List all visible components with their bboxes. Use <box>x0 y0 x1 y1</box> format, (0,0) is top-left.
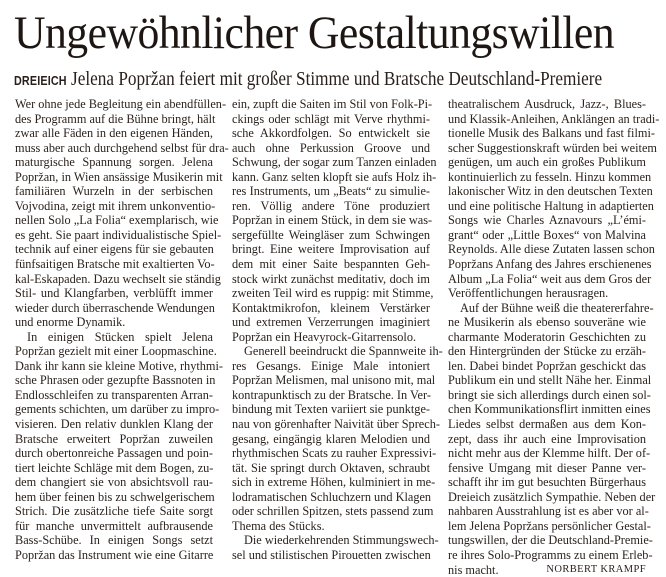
text-line: und Klassik-Anleihen, Anklängen an tradi- <box>448 112 646 127</box>
text-line: theatralischem Ausdruck, Jazz-, Blues- <box>448 97 646 112</box>
closing-line <box>448 563 646 577</box>
text-line: gements schichten, um darüber zu impro- <box>15 402 213 417</box>
text-line: sich in extreme Höhen, kulminiert in me- <box>232 475 430 490</box>
text-line: kal-Eskapaden. Dazu wechselt sie ständig <box>15 272 213 287</box>
text-line: rhythmischen Scats zu rauher Expressivi- <box>232 446 430 461</box>
text-line: Popržan ein Heavyrock-Gitarrensolo. <box>232 330 430 345</box>
text-line: Popržan das Instrument wie eine Gitarre <box>15 548 213 563</box>
text-line: Bass-Schübe. In einigen Songs setzt <box>15 533 213 548</box>
subheadline-text: Jelena Popržan feiert mit großer Stimme und Bratsche Deutschland-Premiere <box>71 68 602 90</box>
text-line: Liedes selbst dermaßen aus dem Kon- <box>448 417 646 432</box>
text-line: zept, dass ihr auch eine Improvisation <box>448 432 646 447</box>
text-line: In einigen Stücken spielt Jelena <box>15 330 213 345</box>
text-line: visieren. Den relativ dunklen Klang der <box>15 417 213 432</box>
text-line: Kontaktmikrofon, kleinem Verstärker <box>232 301 430 316</box>
text-line: gesang, eingängig klaren Melodien und <box>232 432 430 447</box>
text-line: lem Jelena Popržans persönlicher Gestal- <box>448 519 646 534</box>
text-line: Schwung, der sogar zum Tanzen einladen <box>232 155 430 170</box>
text-line: ne Musikerin als ebenso souveräne wie <box>448 315 646 330</box>
text-line: sche Phrasen oder gezupfte Bassnoten in <box>15 373 213 388</box>
text-line: oder schrillen Spitzen, stets passend zum <box>232 504 430 519</box>
text-line: res Instruments, um „Beats“ zu simulie- <box>232 184 430 199</box>
subheadline <box>14 68 616 92</box>
text-line: res Gesangs. Einige Male intoniert <box>232 359 430 374</box>
text-line: kann. Ganz selten klopft sie aufs Holz ih- <box>232 170 430 185</box>
text-line: Album „La Folia“ weit aus dem Gros der <box>448 272 646 287</box>
dateline: DREIEICH <box>14 74 67 88</box>
text-line: auch ohne Perkussion Groove und <box>232 141 430 156</box>
text-line: für manche unvermittelt aufbrausende <box>15 519 213 534</box>
text-line: Auf der Bühne weiß die theatererfahre- <box>448 301 646 316</box>
text-line: stock wirkt zunächst meditativ, doch im <box>232 272 430 287</box>
text-line: Dank ihr kann sie kleine Motive, rhythmi- <box>15 359 213 374</box>
text-line: charmante Moderatorin Geschichten zu <box>448 330 646 345</box>
text-line: familiären Wurzeln in der serbischen <box>15 184 213 199</box>
text-line: fünfsaitigen Bratsche mit exaltierten Vo- <box>15 257 213 272</box>
text-line: lodramatischen Schluchzern und Klagen <box>232 490 430 505</box>
text-line: kontrapunktisch zu der Bratsche. In Ver- <box>232 388 430 403</box>
text-line: re ihres Solo-Programms zu einem Erleb- <box>448 548 646 563</box>
text-line: maturgische Spannung sorgen. Jelena <box>15 155 213 170</box>
text-line: tät. Sie springt durch Oktaven, schraubt <box>232 461 430 476</box>
author-byline: NORBERT KRAMPF <box>546 563 646 577</box>
text-line: technik auf einer eigens für sie gebauten <box>15 242 213 257</box>
text-line: Reynolds. Alle diese Zutaten lassen schon <box>448 242 646 257</box>
text-line: tungswillen, der die Deutschland-Premie- <box>448 533 646 548</box>
text-line: muss aber auch durchgehend selbst für dra- <box>15 141 213 156</box>
text-line: Thema des Stücks. <box>232 519 430 534</box>
text-line: fensive Umgang mit dieser Panne ver- <box>448 461 646 476</box>
text-line: Songs wie Charles Aznavours „L’émi- <box>448 213 646 228</box>
text-line: und extremen Verzerrungen imaginiert <box>232 315 430 330</box>
text-line: und enorme Dynamik. <box>15 315 213 330</box>
text-column-1 <box>15 97 213 563</box>
headline: Ungewöhnlicher Gestaltungswillen <box>14 6 619 60</box>
text-line: bindung mit Texten variiert sie punktge- <box>232 402 430 417</box>
text-line: Popržan, in Wien ansässige Musikerin mit <box>15 170 213 185</box>
text-line: nis macht. <box>448 563 499 577</box>
text-line: durch obertonreiche Passagen und poin- <box>15 446 213 461</box>
text-line: Popržans Anfang des Jahres erschienenes <box>448 257 646 272</box>
text-line: scher Suggestionskraft würden bei weitem <box>448 141 646 156</box>
text-line: Popržan gezielt mit einer Loopmaschine. <box>15 344 213 359</box>
text-line: bringt sie sich allerdings durch einen sol- <box>448 388 646 403</box>
text-line: Vojvodina, zeigt mit ihrem unkonventio- <box>15 199 213 214</box>
text-line: bringt. Eine weitere Improvisation auf <box>232 242 430 257</box>
text-line: es geht. Sie paart individualistische Spiel- <box>15 228 213 243</box>
text-line: hem über feinen bis zu schwelgerischem <box>15 490 213 505</box>
text-line: und eine politische Haltung in adaptierten <box>448 199 646 214</box>
text-line: ein, zupft die Saiten im Stil von Folk-Pi- <box>232 97 430 112</box>
text-line: Publikum ein und stellt Nähe her. Einmal <box>448 373 646 388</box>
text-line: schafft ihr im gut besuchten Bürgerhaus <box>448 475 646 490</box>
text-line: genügen, um auch ein großes Publikum <box>448 155 646 170</box>
text-line: Stil- und Klangfarben, verblüfft immer <box>15 286 213 301</box>
text-line: nicht mehr aus der Klemme hilft. Der of- <box>448 446 646 461</box>
text-line: Die wiederkehrenden Stimmungswech- <box>232 533 430 548</box>
text-line: Popržan in einem Stück, in dem sie was- <box>232 213 430 228</box>
text-line: Veröffentlichungen herausragen. <box>448 286 646 301</box>
text-line: tiert leichte Schläge mit dem Bogen, zu- <box>15 461 213 476</box>
text-line: Generell beeindruckt die Spannweite ih- <box>232 344 430 359</box>
text-line: Strich. Die zusätzliche tiefe Saite sorgt <box>15 504 213 519</box>
text-line: nau von görenhafter Naivität über Sprech- <box>232 417 430 432</box>
text-line: sel und stilistischen Pirouetten zwischen <box>232 548 430 563</box>
text-line: nellen Solo „La Folia“ exemplarisch, wie <box>15 213 213 228</box>
text-column-2 <box>232 97 430 563</box>
text-line: Endlosschleifen zu transparenten Arran- <box>15 388 213 403</box>
text-line: Bratsche erweitert Popržan zuweilen <box>15 432 213 447</box>
text-line: sergefüllte Weingläser zum Schwingen <box>232 228 430 243</box>
text-line: ckings oder schlägt mit Verve rhythmi- <box>232 112 430 127</box>
text-line: dem changiert sie von absichtsvoll rau- <box>15 475 213 490</box>
text-line: kontinuierlich zu fesseln. Hinzu kommen <box>448 170 646 185</box>
text-line: zweiten Teil wird es ruppig: mit Stimme, <box>232 286 430 301</box>
text-line: nahbaren Ausstrahlung ist es aber vor al- <box>448 504 646 519</box>
text-line: len. Dabei bindet Popržan geschickt das <box>448 359 646 374</box>
text-line: chen Kommunikationsflirt inmitten eines <box>448 402 646 417</box>
text-line: wieder durch überraschende Wendungen <box>15 301 213 316</box>
text-line: Dreieich zusätzlich Sympathie. Neben der <box>448 490 646 505</box>
text-line: dem mit einer Saite bespannten Geh- <box>232 257 430 272</box>
text-line: Popržan Melismen, mal unisono mit, mal <box>232 373 430 388</box>
text-line: des Programm auf die Bühne bringt, hält <box>15 112 213 127</box>
text-line: zwar alle Fäden in den eigenen Händen, <box>15 126 213 141</box>
text-line: den Hintergründen der Stücke zu erzäh- <box>448 344 646 359</box>
text-column-3 <box>448 97 646 577</box>
text-line: sche Akkordfolgen. So entwickelt sie <box>232 126 430 141</box>
text-line: grant“ oder „Little Boxes“ von Malvina <box>448 228 646 243</box>
text-line: lakonischer Witz in den deutschen Texten <box>448 184 646 199</box>
text-line: tionelle Musik des Balkans und fast filmi- <box>448 126 646 141</box>
text-line: ren. Völlig andere Töne produziert <box>232 199 430 214</box>
text-line: Wer ohne jede Begleitung ein abendfüllen- <box>15 97 213 112</box>
